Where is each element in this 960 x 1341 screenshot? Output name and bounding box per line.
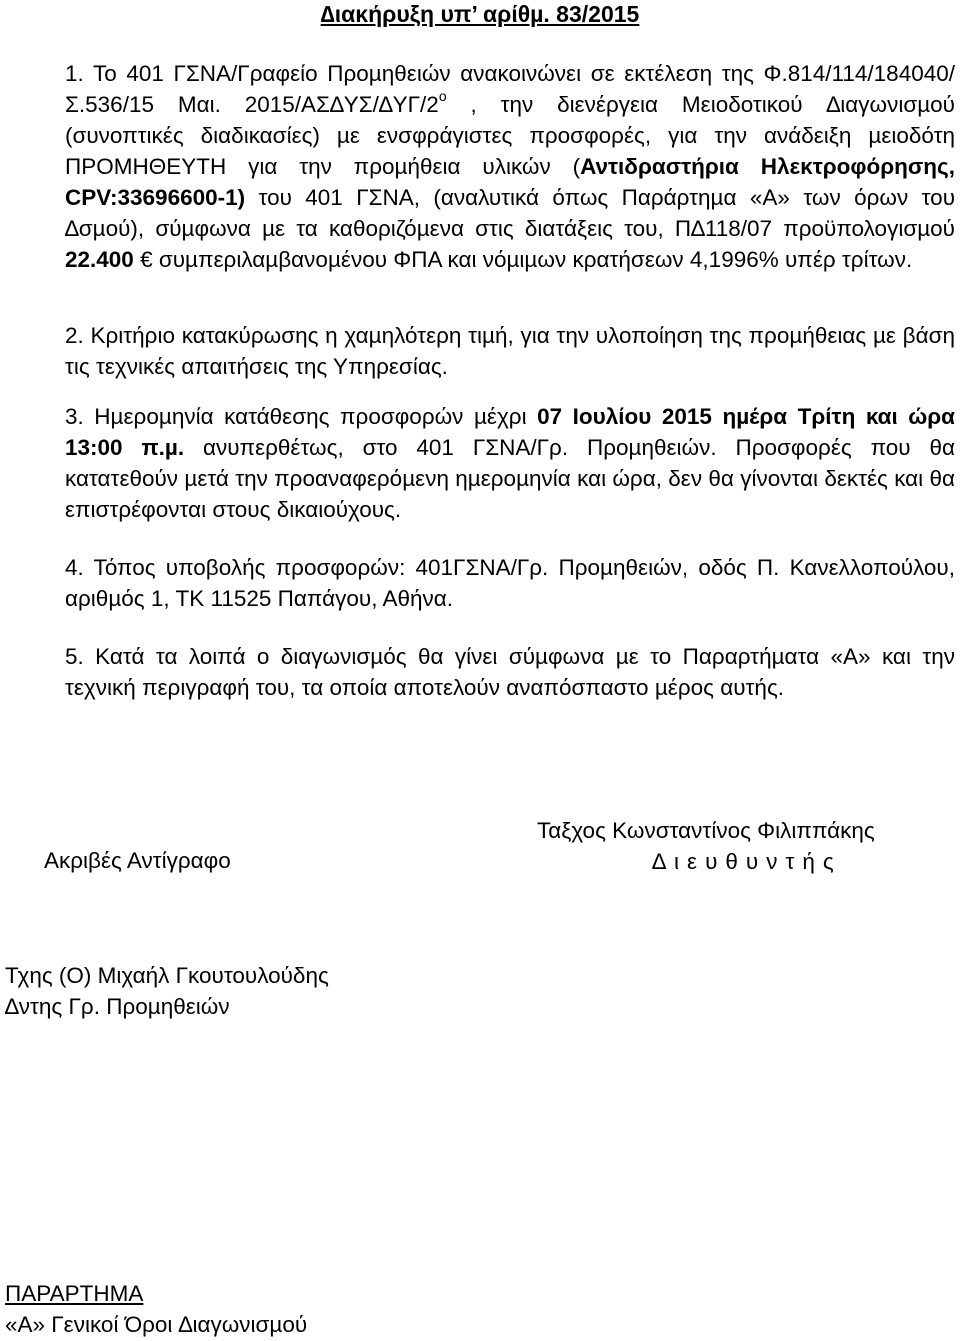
signature-block	[537, 815, 927, 877]
paragraph-3-text-a: 3. Ηµεροµηνία κατάθεσης προσφορών µέχρι	[65, 404, 538, 429]
paragraph-1-text-b: , την διενέργεια Μειοδοτικού ∆ιαγωνισµού (συνοπτικές διαδικασίες) µε ενσφράγιστες προσφορές, για την ανάδειξη µειοδότη ΠΡΟΜΗΘΕΥΤΗ για την προµήθεια υλικών (	[65, 92, 955, 179]
true-copy-label: Ακριβές Αντίγραφο	[44, 848, 231, 873]
paragraph-3-text-b: ανυπερθέτως, στο 401 ΓΣΝΑ/Γρ. Προµηθειών. Προσφορές που θα κατατεθούν µετά την προαναφερόµενη ηµεροµηνία και ώρα, δεν θα γίνονται δεκτές και θα επιστρέφονται στους δικαιούχους.	[65, 435, 955, 522]
annex-subtitle: «Α» Γενικοί Όροι ∆ιαγωνισµού	[5, 1312, 308, 1337]
paragraph-1	[5, 58, 955, 275]
paragraph-4-text: 4. Τόπος υποβολής προσφορών: 401ΓΣΝΑ/Γρ. Προµηθειών, οδός Π. Κανελλοπούλου, αριθµός 1, ΤΚ 11525 Παπάγου, Αθήνα.	[65, 555, 955, 611]
paragraph-4	[5, 552, 955, 614]
copy-signer-block	[5, 960, 329, 1022]
paragraph-1-text-c: του 401 ΓΣΝΑ, (αναλυτικά όπως Παράρτηµα «Α» των όρων του ∆σµού), σύµφωνα µε τα καθοριζόµενα στις διατάξεις του, Π∆118/07 προϋπολογισµού	[65, 185, 955, 241]
paragraph-3-deadline-bold: 07 Ιουλίου 2015 ηµέρα Τρίτη και ώρα 13:00 π.µ.	[65, 404, 956, 460]
annex-heading	[5, 1278, 307, 1340]
paragraph-1-text-d: € συµπεριλαµβανοµένου ΦΠΑ και νόµιµων κρατήσεων 4,1996% υπέρ τρίτων.	[133, 247, 913, 272]
paragraph-1-text-a: 1. Το 401 ΓΣΝΑ/Γραφείο Προµηθειών ανακοινώνει σε εκτέλεση της Φ.814/114/184040/Σ.536/15 Μαι. 2015/ΑΣ∆ΥΣ/∆ΥΓ/2	[65, 61, 955, 117]
signer-role: ∆ιευθυντής	[652, 849, 842, 874]
paragraph-3	[5, 401, 955, 525]
paragraph-5	[5, 641, 955, 703]
copy-signer-name: Τχης (Ο) Μιχαήλ Γκουτουλούδης	[5, 963, 329, 988]
document-title: ∆ιακήρυξη υπ’ αρίθµ. 83/2015	[320, 1, 640, 27]
signer-name: Ταξχος Κωνσταντίνος Φιλιππάκης	[537, 818, 875, 843]
paragraph-2-text: 2. Κριτήριο κατακύρωσης η χαµηλότερη τιµή, για την υλοποίηση της προµήθειας µε βάση τις τεχνικές απαιτήσεις της Υπηρεσίας.	[65, 323, 955, 379]
paragraph-1-superscript: ο	[438, 88, 447, 104]
annex-title: ΠΑΡΑΡΤΗΜΑ	[5, 1281, 144, 1306]
copy-signer-role: ∆ντης Γρ. Προµηθειών	[5, 994, 230, 1019]
paragraph-1-budget-bold: 22.400	[65, 247, 134, 272]
paragraph-2	[5, 320, 955, 382]
paragraph-1-product-bold: Αντιδραστήρια Ηλεκτροφόρησης, CPV:33696600-1)	[65, 154, 955, 210]
paragraph-5-text: 5. Κατά τα λοιπά ο διαγωνισµός θα γίνει σύµφωνα µε το Παραρτήµατα «Α» και την τεχνική περιγραφή του, τα οποία αποτελούν αναπόσπαστο µέρος αυτής.	[65, 644, 955, 700]
